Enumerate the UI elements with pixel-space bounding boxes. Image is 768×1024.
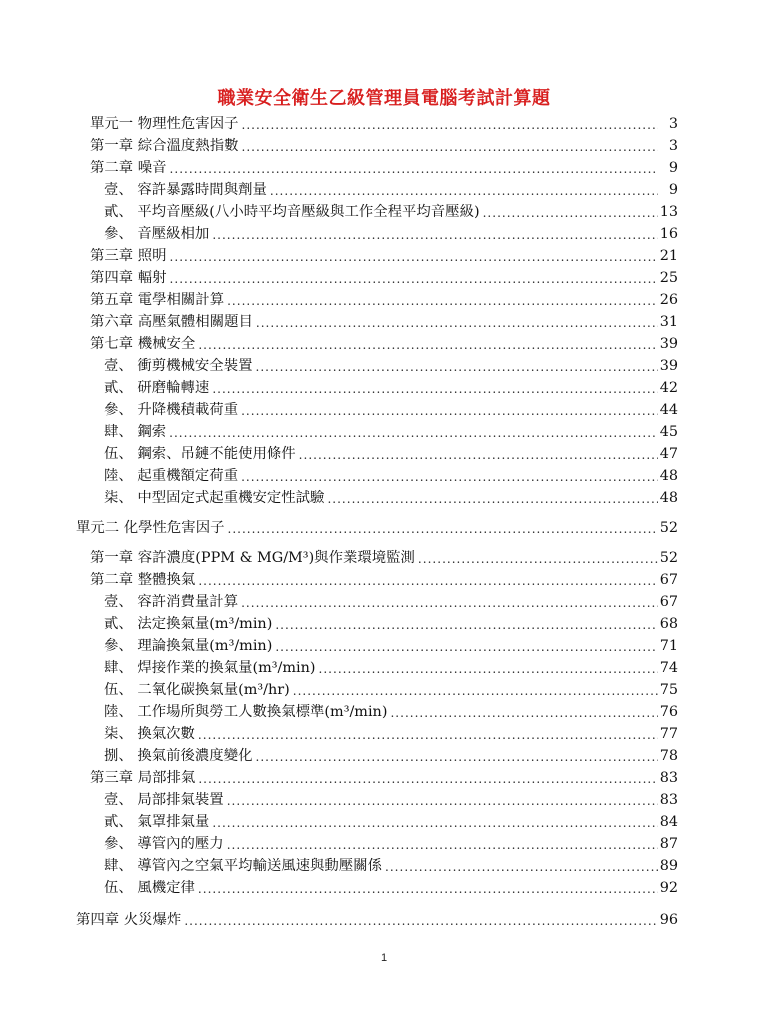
toc-entry-label: 柒、 換氣次數 bbox=[104, 726, 195, 742]
toc-dot-leader bbox=[255, 358, 657, 376]
toc-entry-section[interactable] bbox=[104, 442, 678, 464]
toc-entry-label: 壹、 局部排氣裝置 bbox=[104, 792, 224, 808]
toc-dot-leader bbox=[241, 594, 658, 612]
toc-entry-page: 3 bbox=[668, 138, 678, 154]
toc-entry-label: 捌、 換氣前後濃度變化 bbox=[104, 748, 253, 764]
toc-entry-label: 貳、 法定換氣量(m³/min) bbox=[104, 616, 273, 632]
toc-entry-page: 39 bbox=[659, 336, 678, 352]
toc-dot-leader bbox=[275, 616, 657, 634]
toc-entry-page: 13 bbox=[659, 204, 678, 220]
toc-entry-label: 第二章 噪音 bbox=[90, 160, 167, 176]
toc-entry-label: 伍、 二氧化碳換氣量(m³/hr) bbox=[104, 682, 290, 698]
toc-entry-page: 71 bbox=[659, 638, 678, 654]
toc-entry-section[interactable] bbox=[104, 376, 678, 398]
toc-entry-label: 伍、 鋼索、吊鏈不能使用條件 bbox=[104, 446, 296, 462]
toc-dot-leader bbox=[198, 726, 658, 744]
toc-dot-leader bbox=[319, 660, 658, 678]
toc-dot-leader bbox=[184, 912, 657, 930]
toc-entry-page: 68 bbox=[659, 616, 678, 632]
toc-entry-label: 壹、 容許消費量計算 bbox=[104, 594, 239, 610]
toc-dot-leader bbox=[385, 858, 658, 876]
toc-dot-leader bbox=[483, 204, 658, 222]
toc-entry-page: 74 bbox=[659, 660, 678, 676]
toc-dot-leader bbox=[212, 226, 657, 244]
toc-entry-page: 48 bbox=[659, 468, 678, 484]
toc-entry-label: 單元一 物理性危害因子 bbox=[90, 116, 239, 132]
toc-entry-label: 單元二 化學性危害因子 bbox=[76, 520, 225, 536]
toc-entry-section[interactable] bbox=[104, 788, 678, 810]
toc-entry-page: 92 bbox=[659, 880, 678, 896]
toc-entry-label: 參、 理論換氣量(m³/min) bbox=[104, 638, 273, 654]
toc-entry-label: 肆、 導管內之空氣平均輸送風速與動壓關係 bbox=[104, 858, 382, 874]
toc-entry-section[interactable] bbox=[104, 854, 678, 876]
toc-entry-unit[interactable] bbox=[76, 516, 678, 538]
toc-dot-leader bbox=[170, 160, 658, 178]
toc-entry-page: 83 bbox=[659, 770, 678, 786]
toc-entry-label: 參、 升降機積載荷重 bbox=[104, 402, 239, 418]
toc-dot-leader bbox=[256, 314, 658, 332]
toc-entry-label: 第二章 整體換氣 bbox=[90, 572, 196, 588]
toc-entry-section[interactable] bbox=[104, 678, 678, 700]
toc-entry-chapter[interactable] bbox=[90, 766, 678, 788]
toc-entry-label: 第一章 容許濃度(PPM & MG/M³)與作業環境監測 bbox=[90, 550, 415, 566]
toc-entry-page: 25 bbox=[659, 270, 678, 286]
toc-entry-label: 陸、 工作場所與勞工人數換氣標準(m³/min) bbox=[104, 704, 388, 720]
toc-dot-leader bbox=[227, 292, 658, 310]
toc-entry-chapter[interactable] bbox=[90, 266, 678, 288]
toc-entry-label: 第四章 輻射 bbox=[90, 270, 167, 286]
toc-dot-leader bbox=[241, 402, 658, 420]
toc-entry-page: 75 bbox=[659, 682, 678, 698]
toc-entry-page: 89 bbox=[659, 858, 678, 874]
toc-entry-page: 87 bbox=[659, 836, 678, 852]
toc-entry-page: 96 bbox=[659, 912, 678, 928]
toc-entry-section[interactable] bbox=[104, 464, 678, 486]
toc-entry-label: 柒、 中型固定式起重機安定性試驗 bbox=[104, 490, 325, 506]
toc-dot-leader bbox=[198, 336, 657, 354]
toc-dot-leader bbox=[227, 520, 657, 538]
toc-entry-chapter[interactable] bbox=[90, 568, 678, 590]
toc-entry-section[interactable] bbox=[104, 656, 678, 678]
toc-dot-leader bbox=[212, 814, 657, 832]
toc-entry-label: 第四章 火災爆炸 bbox=[76, 912, 182, 928]
toc-entry-page: 26 bbox=[659, 292, 678, 308]
toc-entry-label: 貳、 平均音壓級(八小時平均音壓級與工作全程平均音壓級) bbox=[104, 204, 480, 220]
toc-entry-label: 第六章 高壓氣體相關題目 bbox=[90, 314, 253, 330]
toc-dot-leader bbox=[275, 638, 657, 656]
toc-entry-label: 肆、 焊接作業的換氣量(m³/min) bbox=[104, 660, 316, 676]
toc-entry-label: 第七章 機械安全 bbox=[90, 336, 196, 352]
toc-dot-leader bbox=[227, 792, 658, 810]
toc-entry-page: 42 bbox=[659, 380, 678, 396]
toc-entry-page: 67 bbox=[659, 594, 678, 610]
toc-dot-leader bbox=[327, 490, 657, 508]
toc-entry-section[interactable] bbox=[104, 700, 678, 722]
toc-entry-page: 3 bbox=[668, 116, 678, 132]
toc-entry-label: 第五章 電學相關計算 bbox=[90, 292, 225, 308]
toc-dot-leader bbox=[241, 138, 658, 156]
toc-entry-section[interactable] bbox=[104, 398, 678, 420]
toc-entry-page: 83 bbox=[659, 792, 678, 808]
toc-entry-chapter[interactable] bbox=[90, 156, 678, 178]
document-title: 職業安全衛生乙級管理員電腦考試計算題 bbox=[217, 88, 551, 109]
toc-entry-page: 16 bbox=[659, 226, 678, 242]
page-number: 1 bbox=[380, 952, 388, 964]
toc-entry-page: 77 bbox=[659, 726, 678, 742]
toc-entry-page: 52 bbox=[659, 550, 678, 566]
toc-entry-page: 76 bbox=[659, 704, 678, 720]
toc-entry-page: 84 bbox=[659, 814, 678, 830]
toc-entry-label: 陸、 起重機額定荷重 bbox=[104, 468, 239, 484]
toc-entry-section[interactable] bbox=[104, 832, 678, 854]
toc-entry-unit[interactable] bbox=[90, 112, 678, 134]
toc-entry-chapter[interactable] bbox=[76, 908, 678, 930]
toc-entry-section[interactable] bbox=[104, 722, 678, 744]
toc-entry-label: 參、 音壓級相加 bbox=[104, 226, 210, 242]
toc-entry-chapter[interactable] bbox=[90, 244, 678, 266]
toc-entry-section[interactable] bbox=[104, 178, 678, 200]
toc-entry-section[interactable] bbox=[104, 200, 678, 222]
toc-entry-page: 45 bbox=[659, 424, 678, 440]
toc-entry-page: 39 bbox=[659, 358, 678, 374]
toc-dot-leader bbox=[227, 836, 658, 854]
toc-entry-section[interactable] bbox=[104, 486, 678, 508]
toc-entry-page: 21 bbox=[659, 248, 678, 264]
toc-entry-chapter[interactable] bbox=[90, 134, 678, 156]
toc-entry-page: 9 bbox=[668, 182, 678, 198]
toc-entry-chapter[interactable] bbox=[90, 546, 678, 568]
toc-dot-leader bbox=[293, 682, 658, 700]
toc-entry-label: 壹、 容許暴露時間與劑量 bbox=[104, 182, 267, 198]
toc-entry-label: 肆、 鋼索 bbox=[104, 424, 167, 440]
toc-entry-chapter[interactable] bbox=[90, 288, 678, 310]
toc-dot-leader bbox=[255, 748, 657, 766]
toc-entry-page: 48 bbox=[659, 490, 678, 506]
toc-dot-leader bbox=[418, 550, 658, 568]
toc-entry-section[interactable] bbox=[104, 876, 678, 898]
toc-dot-leader bbox=[212, 380, 657, 398]
toc-dot-leader bbox=[241, 116, 658, 134]
toc-entry-page: 67 bbox=[659, 572, 678, 588]
toc-dot-leader bbox=[198, 572, 657, 590]
toc-entry-section[interactable] bbox=[104, 222, 678, 244]
toc-entry-section[interactable] bbox=[104, 744, 678, 766]
toc-entry-section[interactable] bbox=[104, 420, 678, 442]
toc-entry-page: 31 bbox=[659, 314, 678, 330]
toc-entry-section[interactable] bbox=[104, 634, 678, 656]
toc-entry-label: 參、 導管內的壓力 bbox=[104, 836, 224, 852]
toc-entry-section[interactable] bbox=[104, 810, 678, 832]
toc-dot-leader bbox=[170, 270, 658, 288]
toc-entry-section[interactable] bbox=[104, 354, 678, 376]
toc-entry-label: 第三章 照明 bbox=[90, 248, 167, 264]
toc-entry-page: 47 bbox=[659, 446, 678, 462]
toc-entry-label: 伍、 風機定律 bbox=[104, 880, 195, 896]
toc-entry-page: 44 bbox=[659, 402, 678, 418]
toc-entry-page: 78 bbox=[659, 748, 678, 764]
toc-entry-label: 貳、 研磨輪轉速 bbox=[104, 380, 210, 396]
toc-entry-page: 9 bbox=[668, 160, 678, 176]
toc-entry-section[interactable] bbox=[104, 612, 678, 634]
toc-dot-leader bbox=[169, 424, 658, 442]
toc-entry-label: 第三章 局部排氣 bbox=[90, 770, 196, 786]
toc-entry-label: 貳、 氣罩排氣量 bbox=[104, 814, 210, 830]
toc-entry-page: 52 bbox=[659, 520, 678, 536]
toc-entry-chapter[interactable] bbox=[90, 332, 678, 354]
toc-dot-leader bbox=[170, 248, 658, 266]
toc-dot-leader bbox=[390, 704, 657, 722]
toc-entry-chapter[interactable] bbox=[90, 310, 678, 332]
toc-dot-leader bbox=[299, 446, 658, 464]
toc-entry-label: 壹、 衝剪機械安全裝置 bbox=[104, 358, 253, 374]
toc-dot-leader bbox=[270, 182, 658, 200]
toc-entry-section[interactable] bbox=[104, 590, 678, 612]
toc-dot-leader bbox=[198, 770, 657, 788]
toc-dot-leader bbox=[198, 880, 658, 898]
toc-dot-leader bbox=[241, 468, 658, 486]
toc-entry-label: 第一章 綜合溫度熱指數 bbox=[90, 138, 239, 154]
